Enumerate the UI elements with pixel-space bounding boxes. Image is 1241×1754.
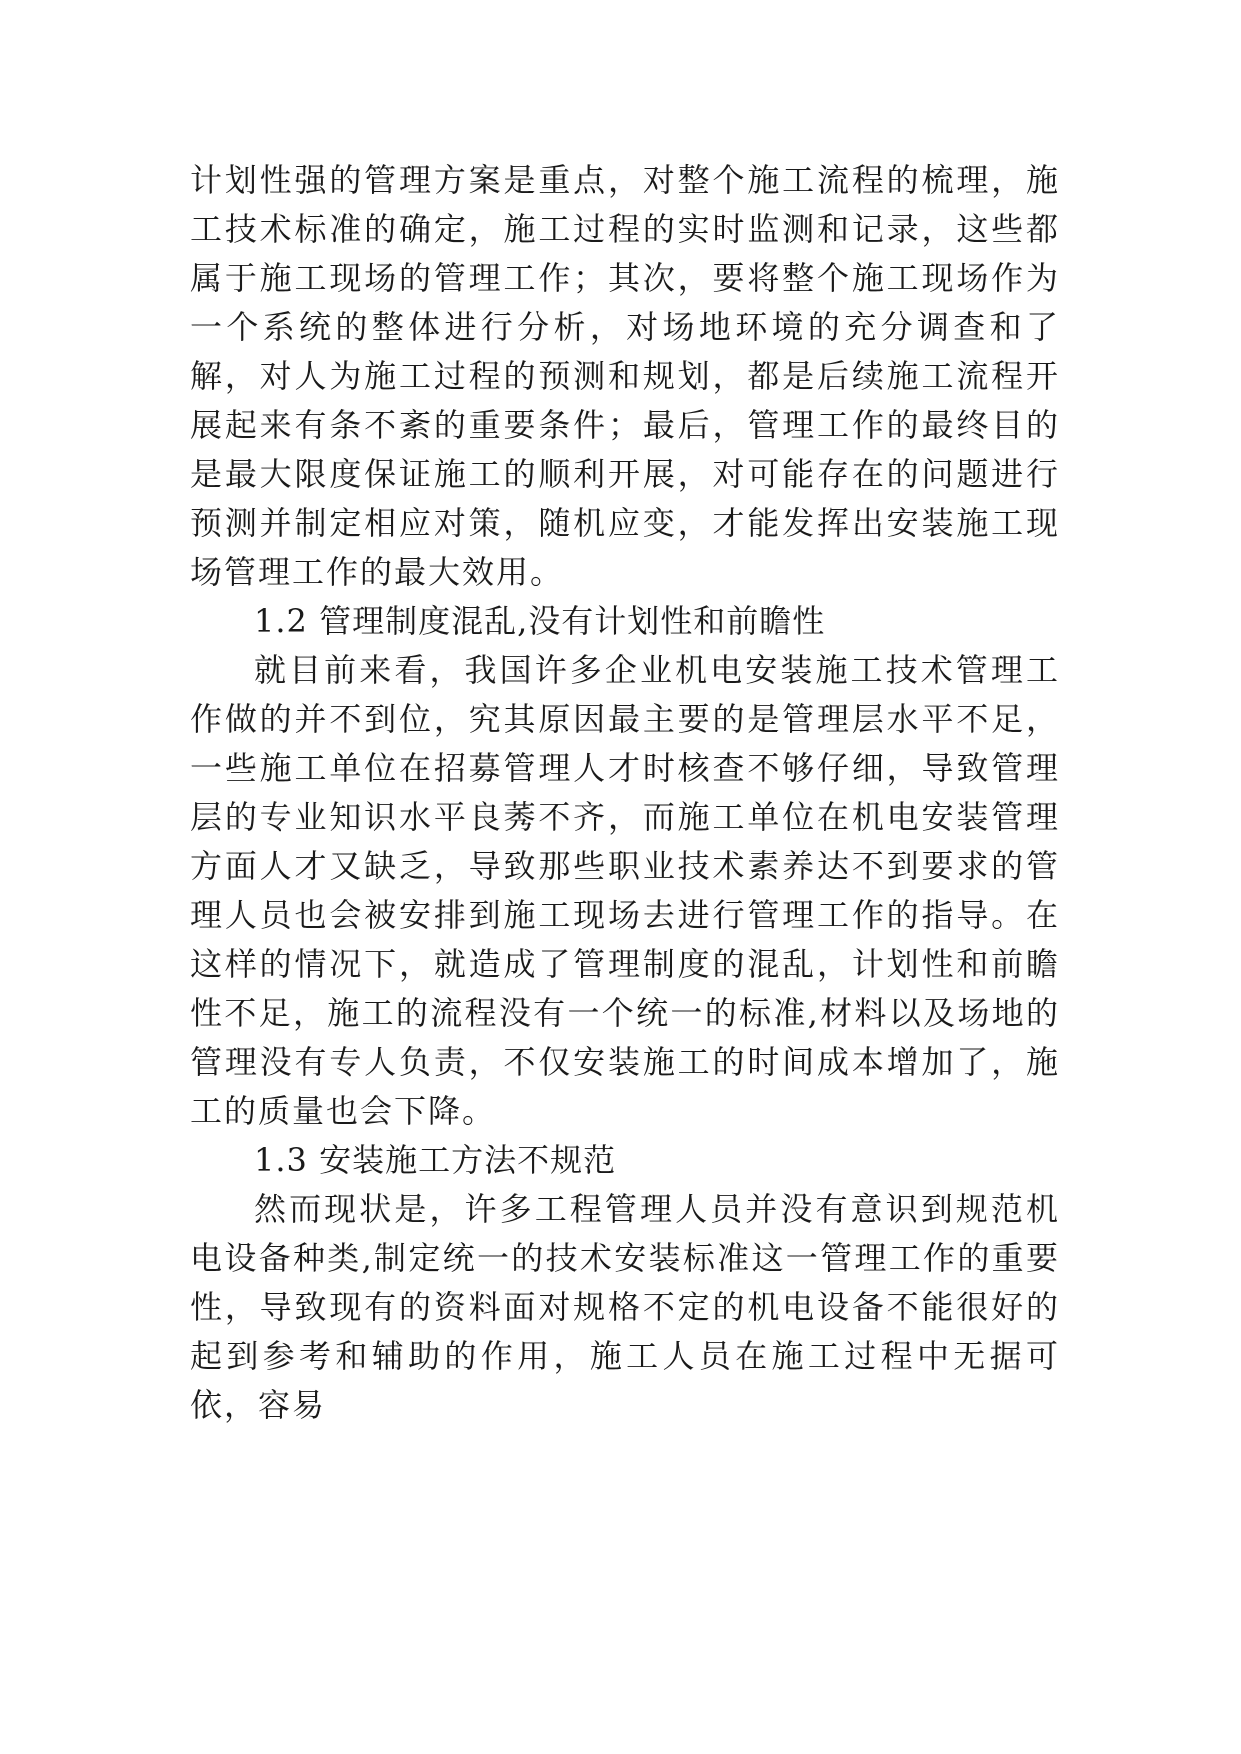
document-body <box>190 156 1060 1430</box>
paragraph-management-chaos: 就目前来看，我国许多企业机电安装施工技术管理工作做的并不到位，究其原因最主要的是管理层水平不足，一些施工单位在招募管理人才时核查不够仔细，导致管理层的专业知识水平良莠不齐，而施工单位在机电安装管理方面人才又缺乏，导致那些职业技术素养达不到要求的管理人员也会被安排到施工现场去进行管理工作的指导。在这样的情况下，就造成了管理制度的混乱，计划性和前瞻性不足，施工的流程没有一个统一的标准,材料以及场地的管理没有专人负责，不仅安装施工的时间成本增加了，施工的质量也会下降。 <box>190 651 1060 1130</box>
paragraph-installation-methods: 然而现状是，许多工程管理人员并没有意识到规范机电设备种类,制定统一的技术安装标准这一管理工作的重要性，导致现有的资料面对规格不定的机电设备不能很好的起到参考和辅助的作用，施工人员在施工过程中无据可依，容易 <box>190 1190 1060 1424</box>
section-heading-1-3: 1.3 安装施工方法不规范 <box>254 1141 617 1179</box>
section-heading-1-2: 1.2 管理制度混乱,没有计划性和前瞻性 <box>254 602 826 640</box>
paragraph-site-management: 计划性强的管理方案是重点，对整个施工流程的梳理，施工技术标准的确定，施工过程的实时监测和记录，这些都属于施工现场的管理工作；其次，要将整个施工现场作为一个系统的整体进行分析，对场地环境的充分调查和了解，对人为施工过程的预测和规划，都是后续施工流程开展起来有条不紊的重要条件；最后，管理工作的最终目的是最大限度保证施工的顺利开展，对可能存在的问题进行预测并制定相应对策，随机应变，才能发挥出安装施工现场管理工作的最大效用。 <box>190 161 1060 591</box>
